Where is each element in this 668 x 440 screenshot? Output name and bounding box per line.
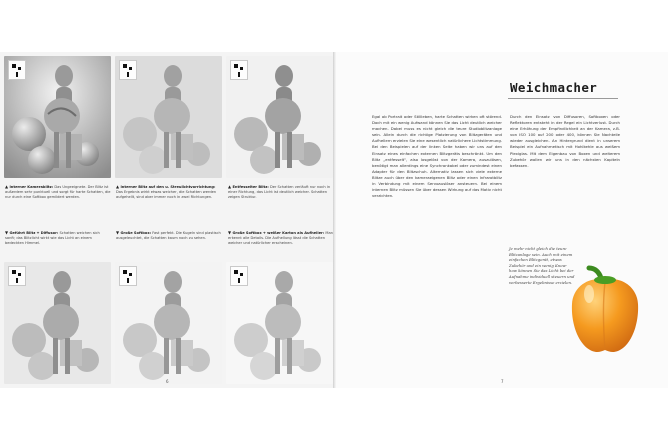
light-setup-icon — [119, 60, 137, 80]
light-setup-icon — [119, 266, 137, 286]
orange-pepper-illustration — [565, 264, 645, 359]
caption-4: ▼ Geführt Blitz + Diffusor: Schatten weichen sich sanft; das Blitzlicht wirkt wie das Licht an einem bedeckten Himmel. — [5, 230, 100, 246]
photo-2 — [115, 56, 222, 178]
page-number-left: 6 — [166, 379, 169, 384]
photo-4 — [4, 262, 111, 384]
light-setup-icon — [230, 266, 248, 286]
photo-5 — [115, 262, 222, 384]
pullquote: Je mehr nicht gleich die teure Blitzanlage sein. Auch mit einem einfachen Blitzgerät, etwas Zubehör und ein wenig Know-how können Sie das Licht bei der Aufnahme individuell steuern und verbesserte Ergebnisse erzielen. — [509, 246, 575, 285]
photo-3 — [226, 56, 333, 178]
page-number-right: 7 — [501, 379, 504, 384]
photo-6 — [226, 262, 333, 384]
caption-3: ▲ Entfesselter Blitz: Der Schatten verläuft nur noch in einer Richtung, das Licht ist deutlich weicher. Schatten zeigen Struktur. — [228, 184, 331, 200]
body-column-2: Durch den Einsatz von Diffusoren, Softboxen oder Reflektoren entsteht in der Regel ein Lichtverlust. Durch eine Erhöhung der Empfindlichkeit an der Kamera, z.B. von ISO 100 auf 200 oder 400, können Sie Nachteile wieder ausgleichen. An Hintergrund dient in unserem Beispiel ein Aufnahmetisch mit Hohlkehle aus weißem Plexiglas. Mit dem Eigenbau von Boxen und weiterem Zubehör wollen wir uns in den nächsten Kapiteln befassen. — [510, 114, 620, 168]
caption-2: ▲ Interner Blitz auf den u. Streulichtvorrichtung: Das Ergebnis wirkt etwas weicher, die Schatten werden aufgehellt, sind aber immer noch in zwei Richtungen. — [116, 184, 217, 200]
caption-1: ▲ Interner Kamerablitz: Das Ungeeignete. Der Blitz ist außerdem sehr punktuell und sorgt für harte Schatten, die nur durch eine Softbox gemildert werden. — [5, 184, 111, 200]
page-title: Weichmacher — [510, 80, 598, 95]
light-setup-icon — [8, 266, 26, 286]
photo-1 — [4, 56, 111, 178]
caption-6: ▼ Große Softbox + weißer Karton als Aufheller: Man erkennt alle Details. Die Aufhellung lässt die Schatten weicher und natürlicher erscheinen. — [228, 230, 333, 246]
light-setup-icon — [8, 60, 26, 80]
caption-5: ▼ Große Softbox: Fast perfekt. Die Kugeln sind plastisch ausgeleuchtet, die Schatten kaum noch zu sehen. — [116, 230, 221, 241]
title-rule — [508, 98, 618, 99]
light-setup-icon — [230, 60, 248, 80]
body-column-1: Egal ob Portrait oder Stillleben, harte Schatten wirken oft störend. Doch mit ein wenig Aufwand können Sie das Licht deutlich weicher machen. Dabei muss es nicht gleich die teure Studioblitzanlage sein. Allein durch die richtige Platzierung von Blitzgeräten und Aufhellern erzielen Sie eine wesentlich natürlichere Lichtstimmung. Bei den Beispielen auf der linken Seite haben wir uns auf den Einsatz eines einfachen externen Blitzgeräts beschränkt. Um den Blitz „entfesselt“, also losgelöst von der Kamera, auszulösen, benötigt man allerdings eine Synchronkabel oder zumindest einen Adapter für den Blitzschuh. Alternativ lassen sich viele externe Blitze auch über den kameraeigenen Blitz oder einen Infrarotblitz in Verbindung mit einem Servoauslöser ansteuern. Bei einem internen Blitz müssen Sie über dessen Wirkung auf das Motiv nicht verzichten. — [372, 114, 502, 199]
book-gutter — [333, 52, 337, 388]
